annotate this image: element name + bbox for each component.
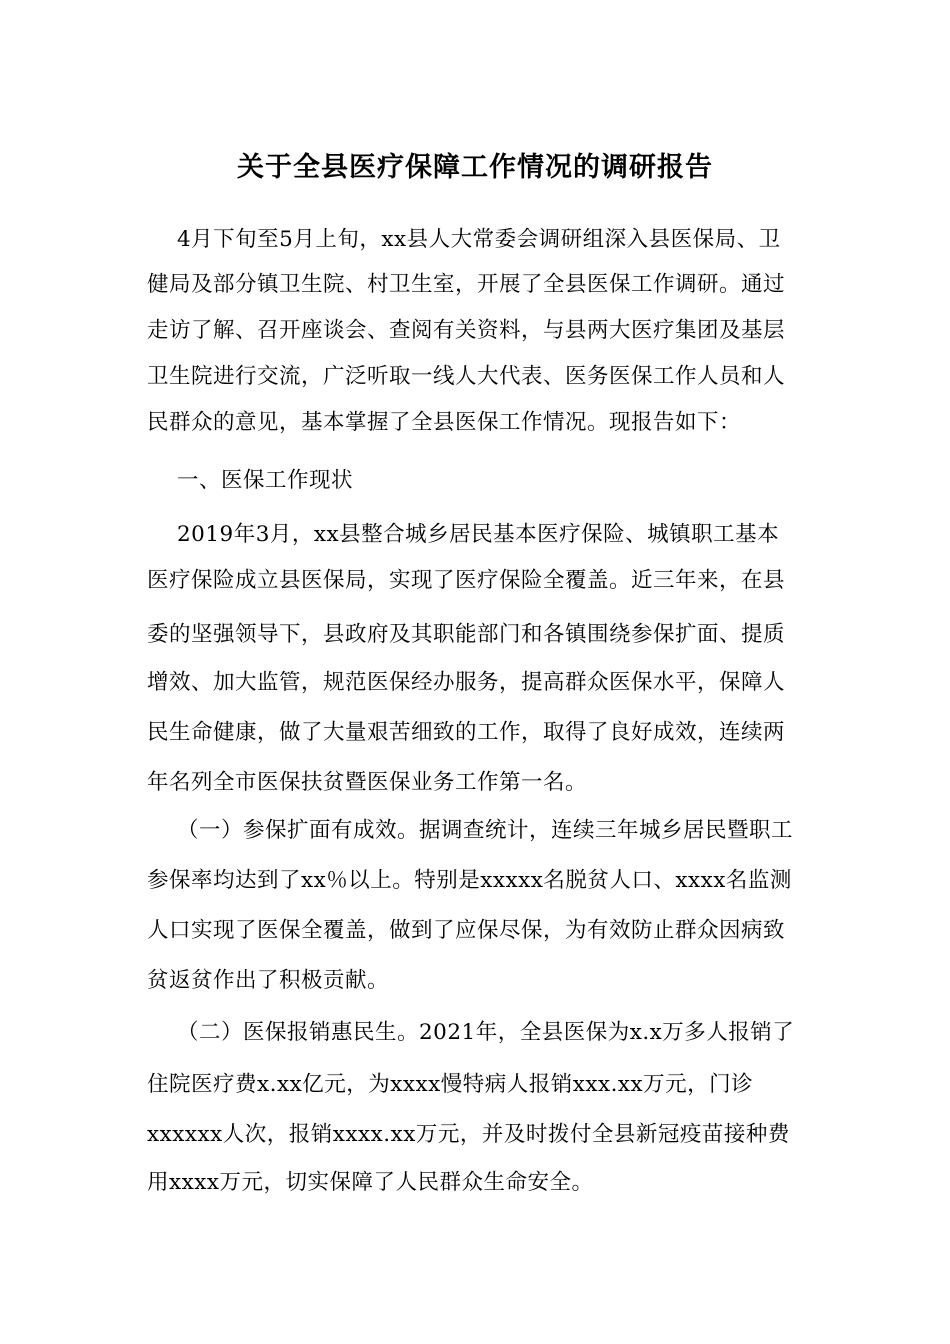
- paragraph-line: 年名列全市医保扶贫暨医保业务工作第一名。: [147, 770, 588, 795]
- section-heading: 一、医保工作现状: [177, 468, 354, 493]
- paragraph-line: 委的坚强领导下，县政府及其职能部门和各镇围绕参保扩面、提质: [147, 622, 786, 647]
- paragraph-line: 参保率均达到了xx％以上。特别是xxxxx名脱贫人口、xxxx名监测: [147, 868, 792, 893]
- paragraph-line: 2019年3月，xx县整合城乡居民基本医疗保险、城镇职工基本: [177, 522, 780, 547]
- paragraph-line: xxxxxx人次，报销xxxx.xx万元，并及时拨付全县新冠疫苗接种费: [147, 1122, 790, 1147]
- paragraph-line: 用xxxx万元，切实保障了人民群众生命安全。: [147, 1170, 594, 1195]
- paragraph-line: 增效、加大监管，规范医保经办服务，提高群众医保水平，保障人: [147, 670, 786, 695]
- paragraph-line: （二）医保报销惠民生。2021年，全县医保为x.x万多人报销了: [177, 1020, 795, 1045]
- paragraph-line: 人口实现了医保全覆盖，做到了应保尽保，为有效防止群众因病致: [147, 918, 786, 943]
- paragraph-line: 医疗保险成立县医保局，实现了医疗保险全覆盖。近三年来，在县: [147, 568, 786, 593]
- paragraph-line: 贫返贫作出了积极贡献。: [147, 968, 390, 993]
- paragraph-line: （一）参保扩面有成效。据调查统计，连续三年城乡居民暨职工: [177, 818, 794, 843]
- paragraph-line: 走访了解、召开座谈会、查阅有关资料，与县两大医疗集团及基层: [147, 318, 786, 343]
- report-title: 关于全县医疗保障工作情况的调研报告: [237, 152, 713, 183]
- paragraph-line: 健局及部分镇卫生院、村卫生室，开展了全县医保工作调研。通过: [147, 272, 786, 297]
- paragraph-line: 卫生院进行交流，广泛听取一线人大代表、医务医保工作人员和人: [147, 364, 786, 389]
- paragraph-line: 住院医疗费x.xx亿元，为xxxx慢特病人报销xxx.xx万元，门诊: [147, 1072, 754, 1097]
- paragraph-line: 民生命健康，做了大量艰苦细致的工作，取得了良好成效，连续两: [147, 720, 786, 745]
- paragraph-line: 民群众的意见，基本掌握了全县医保工作情况。现报告如下：: [147, 410, 742, 435]
- paragraph-line: 4月下旬至5月上旬，xx县人大常委会调研组深入县医保局、卫: [177, 227, 781, 252]
